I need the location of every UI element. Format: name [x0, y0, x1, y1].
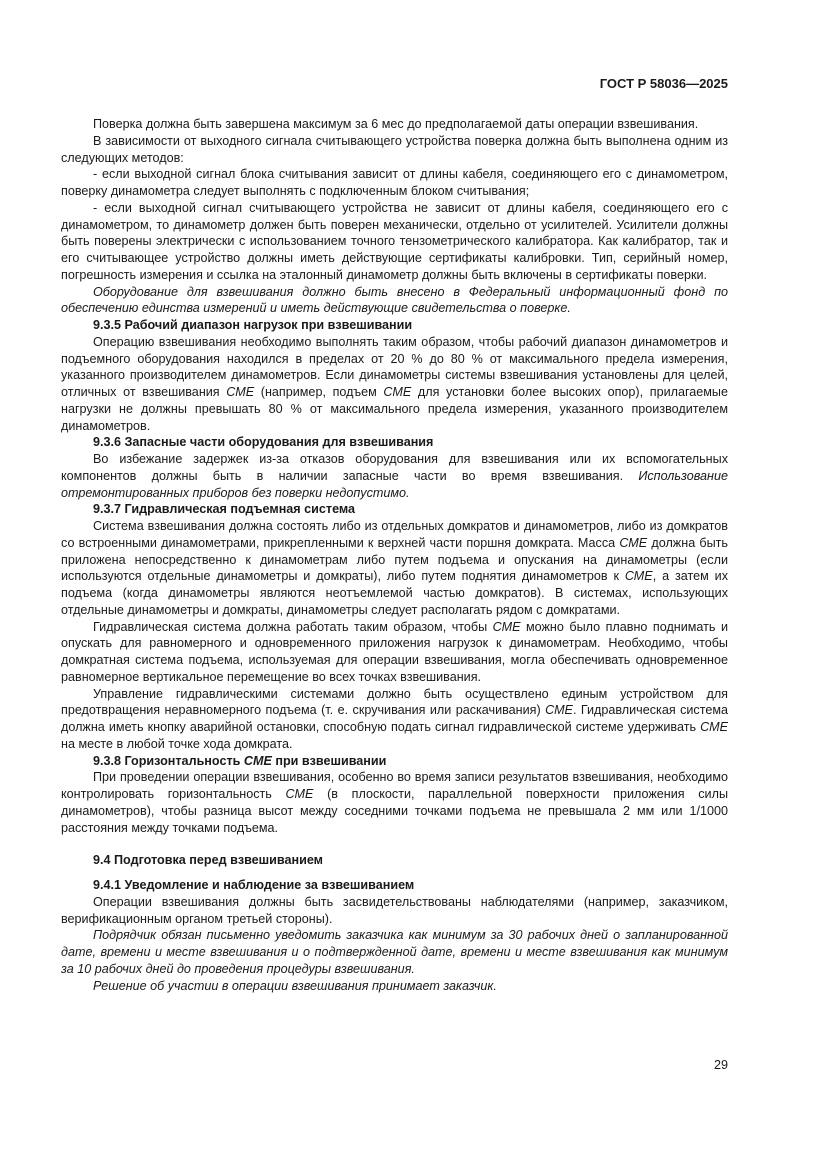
italic-text: СМЕ [545, 703, 573, 718]
paragraph [61, 894, 728, 928]
italic-text: Оборудование для взвешивания должно быть внесено в Федеральный информационный фонд по обеспечению единства измерений и иметь действующие свидетельства о поверке. [61, 284, 728, 316]
text-run: 9.3.8 Горизонтальность [93, 753, 244, 768]
section-heading [61, 501, 728, 518]
section-heading [61, 434, 728, 451]
italic-text: СМЕ [492, 619, 521, 634]
document-body [61, 116, 728, 994]
text-run: Управление гидравлическими системами должно быть осуществлено единым устройством для предотвращения неравномерного подъема (т. е. скручивания или раскачивания) [61, 686, 728, 718]
section-heading [61, 852, 728, 869]
document-header: ГОСТ Р 58036—2025 [599, 76, 728, 91]
text-run: - если выходной сигнал блока считывания зависит от длины кабеля, соединяющего его с динамометром, поверку динамометра следует выполнять с подключенным блоком считывания; [61, 167, 728, 198]
italic-text: Решение об участии в операции взвешивания принимает заказчик. [93, 978, 497, 993]
text-run: можно было плавно поднимать и опускать для равномерного и одновременного приложения нагрузок к динамометрам. Необходимо, чтобы домкратная система подъема, используемая для операции взвешивания, могла обеспечивать одновременное равномерное вертикальное перемещение во всех точках взвешивания. [61, 619, 729, 684]
italic-text: СМЕ [383, 385, 412, 399]
italic-text: СМЕ [285, 787, 314, 801]
italic-text: СМЕ [619, 535, 648, 550]
italic-text: Использование отремонтированных приборов без поверки недопустимо. [61, 468, 728, 500]
section-heading [61, 877, 728, 894]
paragraph [61, 133, 728, 167]
text-run: 9.4.1 Уведомление и наблюдение за взвешиванием [93, 878, 415, 892]
text-run: Система взвешивания должна состоять либо из отдельных домкратов и динамометров, либо из домкратов со встроенными динамометрами, прикрепленными к верхней части поршня домкрата. Масса [61, 519, 728, 550]
paragraph [61, 619, 728, 686]
text-run: при взвешивании [271, 753, 387, 768]
text-run: При проведении операции взвешивания, особенно во время записи результатов взвешивания, необходимо контролировать горизонтальность [61, 770, 728, 801]
paragraph [61, 518, 728, 619]
text-run: на месте в любой точке хода домкрата. [61, 736, 293, 751]
text-run: 9.3.7 Гидравлическая подъемная система [93, 502, 356, 517]
italic-text: СМЕ [624, 569, 653, 584]
text-run: 9.3.5 Рабочий диапазон нагрузок при взвешивании [93, 318, 413, 332]
text-run: (в плоскости, параллельной поверхности приложения силы динамометров), чтобы разница высот между соседними точками подъема не превышала 2 мм или 1/1000 расстояния между точками подъема. [61, 787, 728, 835]
text-run: для установки более высоких опор), прилагаемые нагрузки не должны превышать 80 % от максимального предела измерения, указанного производителем динамометров. [61, 385, 728, 433]
text-run: (например, подъем [254, 385, 384, 399]
text-run: В зависимости от выходного сигнала считывающего устройства поверка должна быть выполнена одним из следующих методов: [61, 133, 728, 165]
text-run: Операцию взвешивания необходимо выполнять таким образом, чтобы рабочий диапазон динамометров и подъемного оборудования находился в пределах от 20 % до 80 % от максимального предела измерения, указанного производителем динамометров. Если динамометры системы взвешивания установлены для целей, отличных от взвешивания [61, 334, 728, 399]
text-run: должна быть приложена непосредственно к динамометрам либо путем подъема и опускания на динамометры (если используются отдельные динамометры и домкраты), либо путем поднятия динамометров к [61, 535, 728, 584]
paragraph [61, 927, 728, 977]
italic-text: СМЕ [700, 720, 728, 734]
paragraph [61, 769, 728, 836]
paragraph [61, 166, 728, 200]
paragraph [61, 686, 728, 753]
text-run: . Гидравлическая система должна иметь кнопку аварийной остановки, способную подать сигнал гидравлической системе удерживать [61, 703, 728, 734]
paragraph [61, 116, 728, 133]
text-run: Операции взвешивания должны быть засвидетельствованы наблюдателями (например, заказчиком, верификационным органом третьей стороны). [61, 894, 728, 926]
italic-text: СМЕ [243, 753, 272, 768]
text-run: Гидравлическая система должна работать таким образом, чтобы [93, 619, 493, 634]
section-heading [61, 317, 728, 334]
text-run: Поверка должна быть завершена максимум за 6 мес до предполагаемой даты операции взвешивания. [93, 117, 699, 131]
text-run: Во избежание задержек из-за отказов оборудования для взвешивания или их вспомогательных компонентов должны быть в наличии запасные части во время взвешивания. [61, 452, 728, 483]
italic-text: СМЕ [226, 385, 255, 399]
text-run: , а затем их подъема (когда динамометры являются неотъемлемой частью домкратов). В системах, использующих отдельные динамометры и домкраты, динамометры следует располагать рядом с домкратами. [61, 569, 728, 617]
text-run: 9.3.6 Запасные части оборудования для взвешивания [93, 435, 434, 450]
italic-text: Подрядчик обязан письменно уведомить заказчика как минимум за 30 рабочих дней о запланированной дате, времени и месте взвешивания и о подтвержденной дате, времени и месте взвешивания как минимум за 10 рабочих дней до проведения процедуры взвешивания. [61, 928, 728, 976]
text-run: 9.4 Подготовка перед взвешиванием [93, 853, 323, 868]
section-heading [61, 753, 728, 770]
paragraph [61, 334, 728, 435]
paragraph [61, 451, 728, 501]
paragraph [61, 978, 728, 995]
text-run: - если выходной сигнал считывающего устройства не зависит от длины кабеля, соединяющего его с динамометром, то динамометр должен быть поверен механически, отдельно от усилителей. Усилители должны быть поверены электрически с использованием точного тензометрического калибратора. Как калибратор, так и его считывающее устройство должны иметь действующие сертификаты калибровки. Тип, серийный номер, погрешность измерения и ссылка на эталонный динамометр должны быть включены в сертификаты поверки. [61, 200, 728, 282]
paragraph [61, 284, 728, 318]
paragraph [61, 200, 728, 284]
page-number: 29 [713, 1058, 728, 1072]
